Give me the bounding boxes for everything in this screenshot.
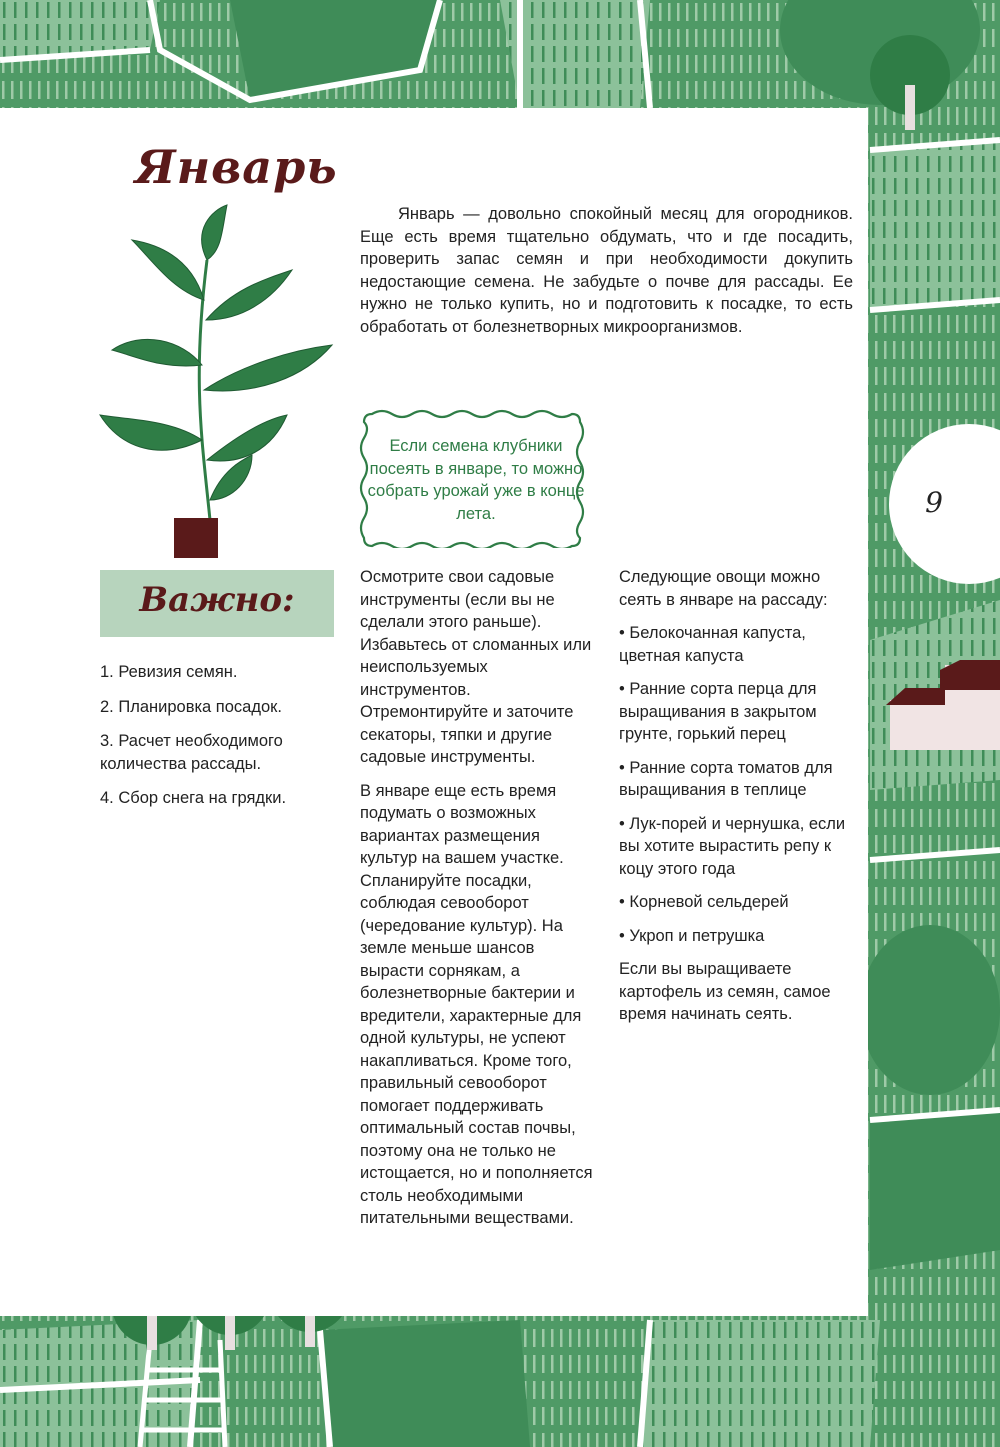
list-item: 2. Планировка посадок.: [100, 697, 282, 716]
tools-column: [360, 566, 600, 1241]
important-label: Важно:: [139, 580, 295, 620]
important-banner: [100, 570, 334, 637]
tip-callout: [358, 408, 594, 548]
list-item: • Ранние сорта перца для выращивания в закрытом грунте, горький перец: [619, 680, 817, 743]
page-number: 9: [925, 486, 943, 519]
list-item: 1. Ревизия семян.: [100, 663, 238, 681]
list-item: 3. Расчет необходимого количества рассады.: [100, 732, 283, 773]
page-title: Январь: [135, 140, 338, 194]
potted-plant-icon: [92, 200, 342, 562]
tip-text: Если семена клубники посеять в январе, то можно собрать урожай уже в конце лета.: [367, 437, 585, 523]
important-list: [100, 661, 340, 822]
list-item: • Белокочанная капуста, цветная капуста: [619, 624, 806, 665]
list-item: • Ранние сорта томатов для выращивания в теплице: [619, 758, 833, 799]
list-item: • Корневой сельдерей: [619, 893, 789, 911]
list-item: 4. Сбор снега на грядки.: [100, 789, 287, 807]
vegetables-intro: Следующие овощи можно сеять в январе на рассаду:: [619, 568, 828, 609]
vegetables-column: [619, 566, 859, 1037]
tools-paragraph: Осмотрите свои садовые инструменты (если вы не сделали этого раньше). Избавьтесь от сломанных или неиспользуемых инструментов. Отремонтируйте и заточите секаторы, тяпки и другие садовые инструменты.: [360, 568, 592, 766]
list-item: • Укроп и петрушка: [619, 926, 765, 945]
potato-paragraph: Если вы выращиваете картофель из семян, самое время начинать сеять.: [619, 960, 831, 1023]
planning-paragraph: В январе еще есть время подумать о возможных вариантах размещения культур на вашем участке. Спланируйте посадки, соблюдая севооборот (чередование культур). На земле меньше шансов вырасти сорнякам, а болезнетворные бактерии и вредители, характерные для одной культуры, не успеют накапливаться. Кроме того, правильный севооборот помогает поддерживать оптимальный состав почвы, поэтому она не только не истощается, но и пополняется столь необходимыми питательными веществами.: [360, 781, 593, 1227]
intro-paragraph: Январь — довольно спокойный месяц для огородников. Еще есть время тщательно обдумать, что и где посадить, проверить запас семян и при необходимости докупить недостающие семена. Не забудьте о почве для рассады. Ее нужно не только купить, но и подготовить к посадке, то есть обработать от болезнетворных микроорганизмов.: [360, 205, 853, 336]
list-item: • Лук-порей и чернушка, если вы хотите вырастить репу к коцу этого года: [619, 814, 846, 878]
